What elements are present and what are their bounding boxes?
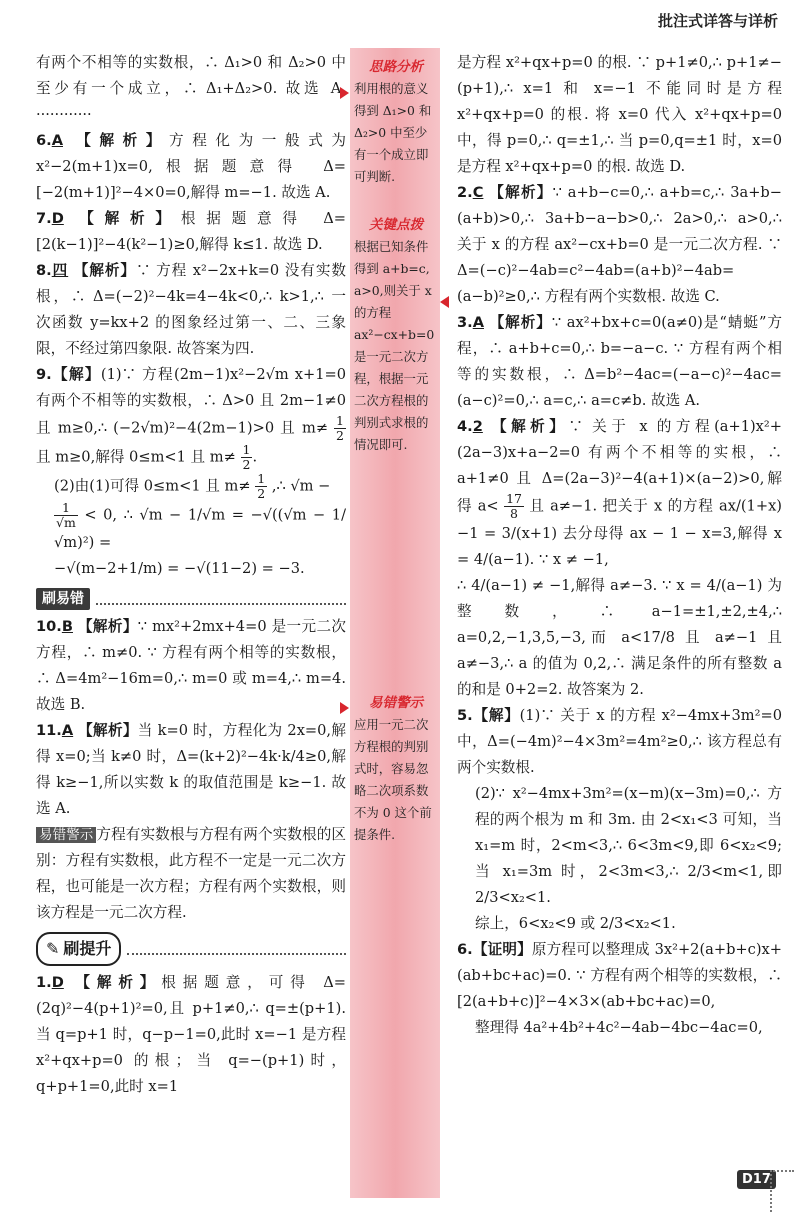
page-number: D17 — [737, 1170, 776, 1189]
q9: 9.【解】(1)∵ 方程(2m−1)x²−2√m x+1=0 有两个不相等的实数根，∴ Δ>0 且 2m−1≠0 且 m≥0,∴ (−2√m)²−4(2m−1)>0 且 m≠ $\frac{1}{2}$ 且 m≥0,解得 0≤m<1 且 m≠ $\frac{1}{2}$ . — [36, 366, 346, 472]
intro-text: 有两个不相等的实数根，∴ Δ₁>0 和 Δ₂>0 中至少有一个成立，∴ Δ₁+Δ₂>0. 故选 A. ············ — [36, 54, 346, 123]
fraction: $\frac{17}{8}$ — [506, 491, 522, 521]
q9-part4: −√(m−2+1/m) = −√(11−2) = −3. — [54, 560, 305, 577]
arrow-right-icon — [340, 87, 349, 99]
warning-box: 易错警示 方程有实数根与方程有两个实数根的区别：方程有实数根，此方程不一定是一元二次方程，也可能是一次方程；方程有两个实数根，则该方程是一元二次方程. — [36, 826, 346, 921]
p4-continued: ∴ 4/(a−1) ≠ −1,解得 a≠−3. ∵ x = 4/(a−1) 为整数，∴ a−1=±1,±2,±4,∴ a=0,2,−1,3,5,−3,而 a<17/8 且 a≠−1 且 a≠−3,∴ a 的值为 0,2,∴ 满足条件的所有整数 a 的和是 0+2=2. 故答案为 2. — [457, 577, 782, 698]
q8: 8.四 【解析】∵ 方程 x²−2x+k=0 没有实数根，∴ Δ=(−2)²−4k=4−4k<0,∴ k>1,∴ 一次函数 y=kx+2 的图象经过第一、二、三象限，不经过第四象限. 故答案为四. — [36, 262, 346, 357]
fraction: $\frac{1}{2}$ — [336, 413, 344, 443]
section-label: ✎ 刷提升 — [36, 932, 121, 966]
fraction: $\frac{1}{√m}$ — [56, 500, 76, 530]
page-header: 批注式详答与详析 — [657, 12, 778, 30]
left-column — [36, 50, 346, 1100]
q6: 6.A 【解析】方程化为一般式为 x²−2(m+1)x=0,根据题意得 Δ=[−2(m+1)]²−4×0=0,解得 m=−1. 故选 A. — [36, 132, 346, 201]
arrow-left-icon — [440, 296, 449, 308]
fraction: $\frac{1}{2}$ — [242, 442, 251, 472]
warning-label: 易错警示 — [36, 827, 96, 843]
p1-continued: 是方程 x²+qx+p=0 的根. ∵ p+1≠0,∴ p+1≠−(p+1),∴ x=1 和 x=−1 不能同时是方程 x²+qx+p=0 的根. 将 x=0 代入 x²+qx+p=0 中，得 p=0,∴ q=±1,∴ 当 p=0,q=±1 时，x=0 是方程 x²+qx+p=0 的根. 故选 D. — [457, 54, 782, 175]
q10: 10.B 【解析】∵ mx²+2mx+4=0 是一元二次方程，∴ m≠0. ∵ 方程有两个相等的实数根，∴ Δ=4m²−16m=0,∴ m=0 或 m=4,∴ m=4. 故选 B. — [36, 618, 346, 713]
p1: 1.D 【解析】根据题意，可得 Δ=(2q)²−4(p+1)²=0,且 p+1≠0,∴ q=±(p+1). 当 q=p+1 时，q−p−1=0,此时 x=−1 是方程 x²+qx+p=0 的根；当 q=−(p+1)时，q+p+1=0,此时 x=1 — [36, 974, 346, 1095]
note-keypoint: 关键点拨 根据已知条件得到 a+b=c, a>0,则关于 x 的方程 ax²−cx+b=0 是一元二次方程，根据一元二次方程根的判别式求根的情况即可. — [354, 214, 438, 456]
fraction: $\frac{1}{2}$ — [257, 471, 266, 501]
q7: 7.D 【解析】根据题意得 Δ=[2(k−1)]²−4(k²−1)≥0,解得 k≤1. 故选 D. — [36, 210, 346, 253]
pencil-icon: ✎ — [46, 939, 60, 958]
q9-part2: (2)由(1)可得 0≤m<1 且 m≠ $\frac{1}{2}$ ,∴ √m − — [54, 471, 331, 501]
section-easy-mistake — [36, 588, 346, 610]
corner-decoration — [770, 1170, 794, 1212]
p4: 4.2 【解析】∵ 关于 x 的方程(a+1)x²+(2a−3)x+a−2=0 有两个不相等的实根，∴ a+1≠0 且 Δ=(2a−3)²−4(a+1)×(a−2)>0,解得 a< $\frac{17}{8}$ 且 a≠−1. 把关于 x 的方程 ax/(1+x) −1 = 3/(x+1) 去分母得 ax − 1 − x=3,解得 x = 4/(a−1). ∵ x ≠ −1, — [457, 418, 782, 568]
p5: 5.【解】(1)∵ 关于 x 的方程 x²−4mx+3m²=0 中，Δ=(−4m)²−4×3m²=4m²≥0,∴ 该方程总有两个实数根. — [457, 707, 782, 776]
right-column — [457, 50, 782, 1041]
p5-part2: (2)∵ x²−4mx+3m²=(x−m)(x−3m)=0,∴ 方程的两个根为 m 和 3m. 由 2<x₁<3 可知，当 x₁=m 时，2<m<3,∴ 6<3m<9,即 6<x₂<9;当 x₁=3m 时，2<3m<3,∴ 2/3<m<1,即 2/3<x₂<1. — [475, 785, 782, 906]
p5-part3: 综上，6<x₂<9 或 2/3<x₂<1. — [475, 915, 676, 932]
note-warning: 易错警示 应用一元二次方程根的判别式时，容易忽略二次项系数不为 0 这个前提条件. — [354, 692, 438, 846]
section-label: 刷易错 — [36, 588, 90, 610]
note-analysis: 思路分析 利用根的意义得到 Δ₁>0 和 Δ₂>0 中至少有一个成立即可判断. — [354, 56, 438, 188]
dotted-divider — [127, 943, 346, 955]
arrow-right-icon — [340, 702, 349, 714]
p2: 2.C 【解析】∵ a+b−c=0,∴ a+b=c,∴ 3a+b−(a+b)>0,∴ 3a+b−a−b>0,∴ 2a>0,∴ a>0,∴ 关于 x 的方程 ax²−cx+b=0 是一元二次方程. ∵ Δ=(−c)²−4ab=c²−4ab=(a+b)²−4ab=(a−b)²≥0,∴ 方程有两个实数根. 故选 C. — [457, 184, 782, 305]
note-title: 易错警示 — [369, 695, 423, 711]
q11: 11.A 【解析】当 k=0 时，方程化为 2x=0,解得 x=0;当 k≠0 时，Δ=(k+2)²−4k·k/4≥0,解得 k≥−1,所以实数 k 的取值范围是 k≥−1. 故选 A. — [36, 722, 346, 817]
dotted-divider — [96, 593, 346, 605]
note-title: 思路分析 — [369, 59, 423, 75]
p3: 3.A 【解析】∵ ax²+bx+c=0(a≠0)是“蜻蜓”方程，∴ a+b+c=0,∴ b=−a−c. ∵ 方程有两个相等的实数根，∴ Δ=b²−4ac=(−a−c)²−4ac=(a−c)²=0,∴ a=c,∴ a=c≠b. 故选 A. — [457, 314, 782, 409]
section-improve — [36, 932, 346, 966]
p6-part2: 整理得 4a²+4b²+4c²−4ab−4bc−4ac=0, — [475, 1019, 763, 1036]
q9-part3: $\frac{1}{√m}$ < 0, ∴ √m − 1/√m = −√((√m − 1/√m)²) = — [54, 500, 346, 551]
note-title: 关键点拨 — [369, 217, 423, 233]
p6: 6.【证明】原方程可以整理成 3x²+2(a+b+c)x+(ab+bc+ac)=0. ∵ 方程有两个相等的实数根，∴ [2(a+b+c)]²−4×3×(ab+bc+ac)=0, — [457, 941, 782, 1010]
